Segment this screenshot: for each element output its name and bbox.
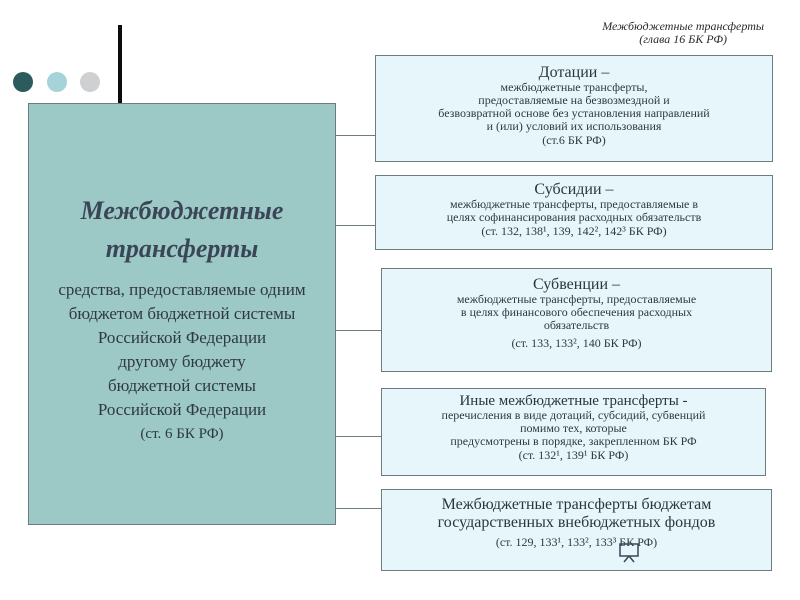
category-title: Дотации – [538,64,610,81]
category-box-subsidies [375,175,773,250]
category-title-line: Межбюджетные трансферты бюджетам [441,496,712,513]
category-text-line: помимо тех, которые [520,421,627,435]
main-desc-line: другому бюджету [118,352,246,371]
main-title [29,192,335,268]
category-text-line: предусмотрены в порядке, закрепленном БК РФ [450,434,697,448]
category-box-subventions [381,268,772,372]
main-desc-line: средства, предоставляемые одним [58,280,306,299]
main-definition-box [28,103,336,525]
category-reference: (ст. 132¹, 139¹ БК РФ) [518,448,629,462]
category-text-line: и (или) условий их использования [486,119,662,133]
main-title-line: трансферты [105,234,259,263]
connector-line [336,135,375,136]
decor-dot-dark [13,72,33,92]
category-text-line: предоставляемые на безвозмездной и [478,93,670,107]
presentation-logo-icon [618,541,640,563]
category-box-other-transfers [381,388,766,476]
main-desc-line: Российской Федерации [97,400,267,419]
category-reference: (ст. 132, 138¹, 139, 142², 142³ БК РФ) [481,224,667,238]
connector-line [336,330,381,331]
category-description [382,409,765,448]
decor-dot-light-teal [47,72,67,92]
category-title: Субсидии – [534,181,614,198]
connector-line [336,225,375,226]
category-title-line: государственных внебюджетных фондов [437,514,716,531]
category-description [376,81,772,133]
category-text-line: обязательств [543,318,610,332]
category-text-line: в целях финансового обеспечения расходных [460,305,693,319]
main-desc-line: Российской Федерации [97,328,267,347]
main-desc-line: бюджетом бюджетной системы [68,304,296,323]
main-title-line: Межбюджетные [80,196,284,225]
category-title: Субвенции – [532,276,620,293]
category-reference: (ст.6 БК РФ) [542,133,606,147]
main-description [29,278,335,446]
category-reference: (ст. 129, 133¹, 133², 133³ БК РФ) [495,535,658,549]
category-description [382,293,771,332]
category-text-line: перечисления в виде дотаций, субсидий, субвенций [441,408,706,422]
connector-line [336,508,381,509]
category-text-line: целях софинансирования расходных обязательств [446,210,702,224]
connector-line [336,436,381,437]
category-text-line: безвозвратной основе без установления направлений [438,106,710,120]
category-text-line: межбюджетные трансферты, [500,80,648,94]
header-subtitle: (глава 16 БК РФ) [639,32,727,46]
category-title [382,496,771,532]
category-reference: (ст. 133, 133², 140 БК РФ) [511,336,642,350]
category-title: Иные межбюджетные трансферты - [459,393,688,409]
category-box-dotations [375,55,773,162]
slide-header [602,20,764,46]
category-text-line: межбюджетные трансферты, предоставляемые [456,292,697,306]
decor-dot-gray [80,72,100,92]
category-box-extrabudgetary-funds [381,489,772,571]
main-desc-line: бюджетной системы [108,376,256,395]
main-reference: (ст. 6 БК РФ) [140,426,224,442]
header-title: Межбюджетные трансферты [602,19,764,33]
category-description [376,198,772,224]
category-text-line: межбюджетные трансферты, предоставляемые в [449,197,699,211]
decor-vertical-line [118,25,122,103]
